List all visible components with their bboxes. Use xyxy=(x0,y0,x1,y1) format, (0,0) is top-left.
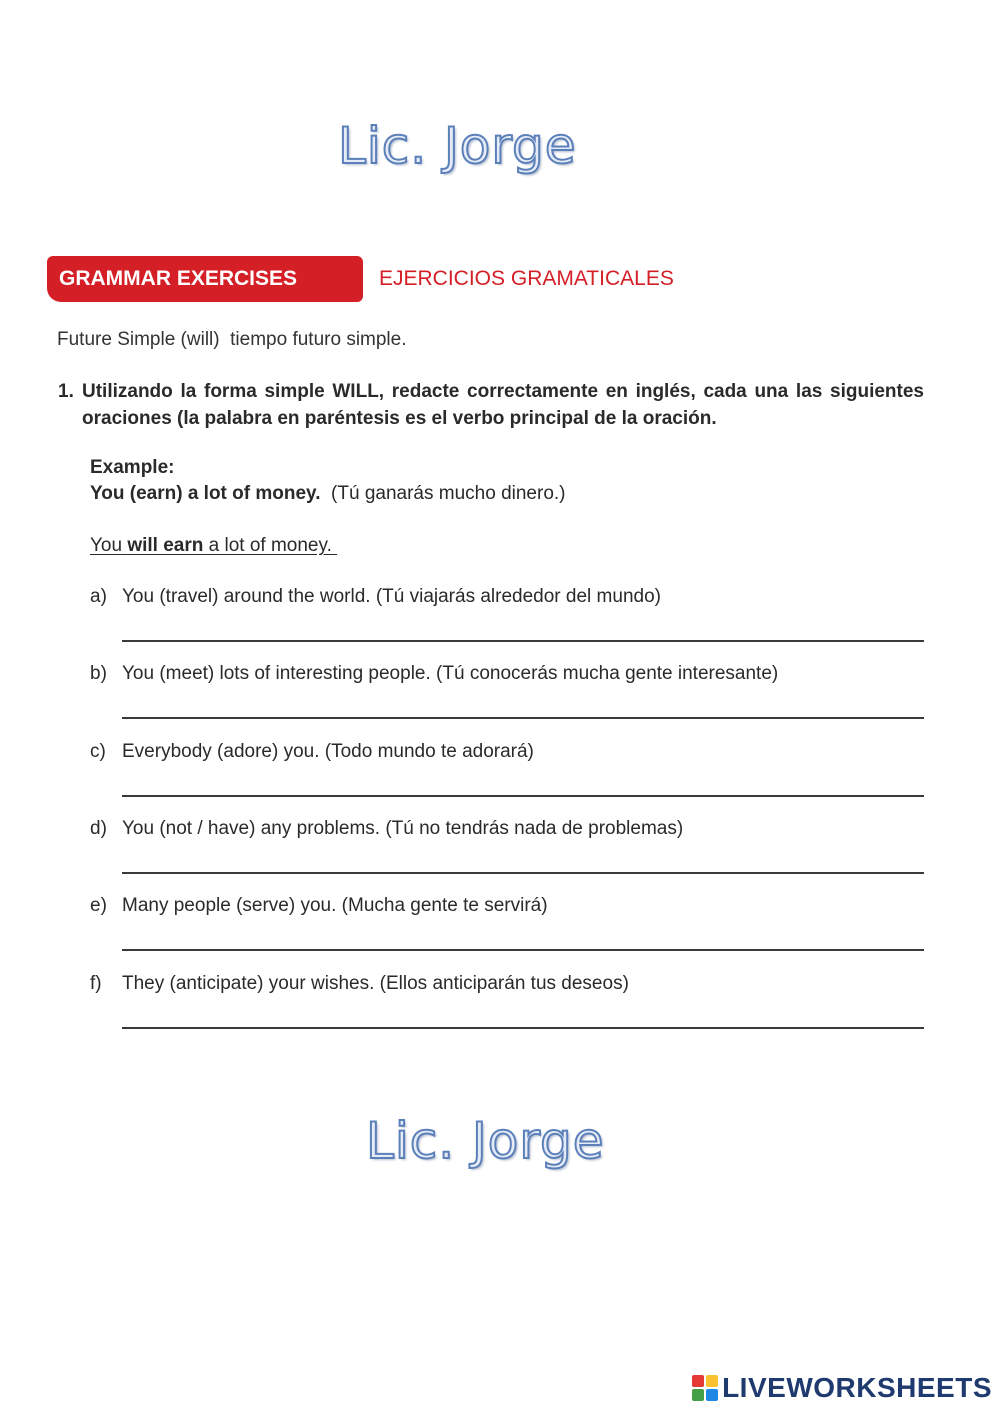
liveworksheets-logo-icon xyxy=(692,1375,718,1401)
example-answer-suffix: a lot of money. xyxy=(203,535,338,556)
example-answer xyxy=(90,533,337,559)
exercise-item-text: Everybody (adore) you. (Todo mundo te adorará) xyxy=(122,741,534,762)
example-heading: Example: xyxy=(90,457,175,478)
logo-square-red xyxy=(692,1375,704,1387)
instruction-number: 1. xyxy=(58,381,74,402)
example-sentence xyxy=(90,481,566,507)
exercise-item-letter: c) xyxy=(90,741,106,762)
example-answer-verb: will earn xyxy=(127,535,204,556)
answer-input-f[interactable] xyxy=(122,1003,924,1029)
topic-line: Future Simple (will) tiempo futuro simple. xyxy=(57,329,407,350)
logo-square-yellow xyxy=(706,1375,718,1387)
exercise-item xyxy=(90,584,924,644)
logo-square-green xyxy=(692,1389,704,1401)
answer-input-c[interactable] xyxy=(122,771,924,797)
example-sentence-translation: (Tú ganarás mucho dinero.) xyxy=(331,483,566,504)
answer-input-e[interactable] xyxy=(122,925,924,951)
exercise-item-text: They (anticipate) your wishes. (Ellos anticiparán tus deseos) xyxy=(122,973,629,994)
logo-square-blue xyxy=(706,1389,718,1401)
exercise-item-text: You (meet) lots of interesting people. (Tú conocerás mucha gente interesante) xyxy=(122,663,779,684)
liveworksheets-logo-text: LIVEWORKSHEETS xyxy=(722,1372,992,1403)
exercise-item-letter: b) xyxy=(90,663,107,684)
exercise-item-text: Many people (serve) you. (Mucha gente te servirá) xyxy=(122,895,548,916)
exercise-item-text: You (not / have) any problems. (Tú no tendrás nada de problemas) xyxy=(122,818,684,839)
exercise-item xyxy=(90,739,924,799)
instruction-text: Utilizando la forma simple WILL, redacte correctamente en inglés, cada una las siguientes oraciones (la palabra en paréntesis es el verbo principal de la oración. xyxy=(82,381,924,429)
exercise-item xyxy=(90,971,924,1031)
exercise-item-letter: e) xyxy=(90,895,107,916)
liveworksheets-logo xyxy=(692,1373,992,1403)
grammar-exercises-badge: GRAMMAR EXERCISES xyxy=(47,256,363,302)
answer-input-a[interactable] xyxy=(122,616,924,642)
exercise-item xyxy=(90,816,924,876)
author-watermark-bottom: Lic. Jorge xyxy=(366,1112,605,1170)
exercise-item-letter: a) xyxy=(90,586,107,607)
author-watermark-top: Lic. Jorge xyxy=(338,117,577,175)
answer-input-b[interactable] xyxy=(122,693,924,719)
exercise-item-letter: d) xyxy=(90,818,107,839)
answer-input-d[interactable] xyxy=(122,848,924,874)
exercise-item-letter: f) xyxy=(90,973,102,994)
grammar-exercises-subtitle: EJERCICIOS GRAMATICALES xyxy=(379,267,674,290)
exercise-item-text: You (travel) around the world. (Tú viajarás alrededor del mundo) xyxy=(122,586,661,607)
example-answer-prefix: You xyxy=(90,535,128,556)
example-sentence-english: You (earn) a lot of money. xyxy=(90,483,321,504)
exercise-item xyxy=(90,893,924,953)
exercise-item xyxy=(90,661,924,721)
